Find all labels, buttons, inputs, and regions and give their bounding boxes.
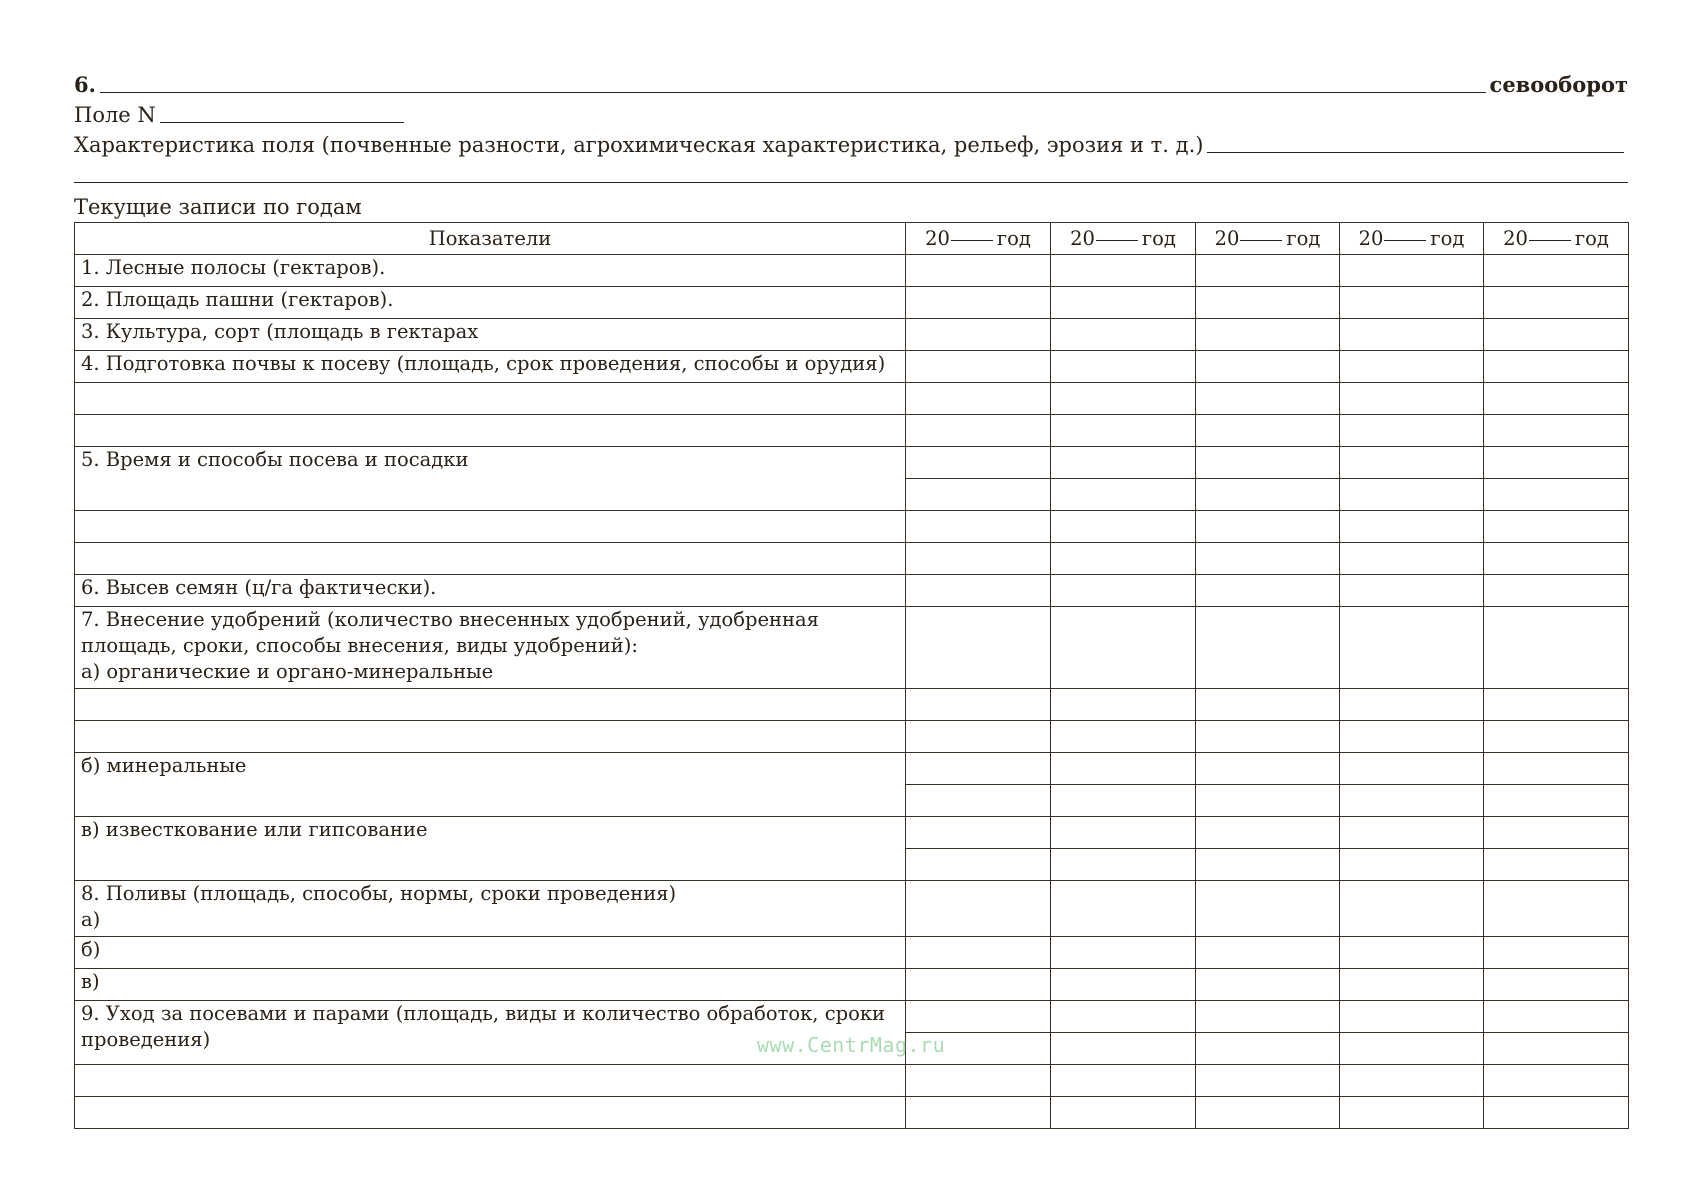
- table-cell[interactable]: [1340, 287, 1484, 319]
- table-cell[interactable]: [1340, 319, 1484, 351]
- fertilizer-heading: 7. Внесение удобрений (количество внесенных удобрений, удобренная площадь, сроки, способы внесения, виды удобрений):: [81, 608, 819, 657]
- table-cell[interactable]: [1196, 511, 1340, 543]
- table-row: [75, 1001, 1629, 1033]
- table-cell[interactable]: [1051, 351, 1196, 383]
- watermark-text: www.CentrMag.ru: [757, 1033, 946, 1057]
- table-cell[interactable]: [1196, 543, 1340, 575]
- table-cell[interactable]: [906, 689, 1051, 721]
- table-row: [75, 575, 1629, 607]
- table-cell[interactable]: [1196, 447, 1340, 479]
- table-cell[interactable]: [1196, 753, 1340, 785]
- table-cell[interactable]: [1484, 785, 1629, 817]
- year-blank[interactable]: [1096, 240, 1138, 241]
- row-label-forest-belts: 1. Лесные полосы (гектаров).: [75, 255, 906, 287]
- table-row: [75, 447, 1629, 479]
- table-cell[interactable]: [1484, 319, 1629, 351]
- table-cell[interactable]: [1340, 849, 1484, 881]
- table-cell[interactable]: [1484, 351, 1629, 383]
- table-cell[interactable]: [906, 575, 1051, 607]
- row-label-crop-variety: 3. Культура, сорт (площадь в гектарах: [75, 319, 906, 351]
- row-label-mineral: б) минеральные: [75, 753, 906, 817]
- table-cell[interactable]: [906, 319, 1051, 351]
- yearly-records-table: [74, 222, 1629, 1129]
- table-row: [75, 721, 1629, 753]
- table-cell[interactable]: [906, 607, 1051, 689]
- row-label-soil-preparation: 4. Подготовка почвы к посеву (площадь, срок проведения, способы и орудия): [75, 351, 906, 383]
- table-cell[interactable]: [906, 1001, 1051, 1033]
- table-row: [75, 817, 1629, 849]
- field-characteristic-line: [74, 130, 1628, 160]
- table-cell[interactable]: [1484, 255, 1629, 287]
- table-cell[interactable]: [1196, 607, 1340, 689]
- table-cell[interactable]: [1196, 1065, 1340, 1097]
- year-header-2: 20 год: [1051, 223, 1196, 255]
- table-cell[interactable]: [1340, 447, 1484, 479]
- year-header-4: 20 год: [1340, 223, 1484, 255]
- year-blank[interactable]: [1384, 240, 1426, 241]
- section-number: 6.: [74, 72, 96, 97]
- table-cell[interactable]: [1340, 607, 1484, 689]
- table-cell[interactable]: [1196, 479, 1340, 511]
- row-label-irrigation: [75, 881, 906, 937]
- table-cell[interactable]: [1051, 543, 1196, 575]
- records-subtitle: Текущие записи по годам: [74, 195, 362, 219]
- table-cell[interactable]: [1196, 1001, 1340, 1033]
- form-sheet: [74, 70, 1628, 1129]
- table-cell[interactable]: [1196, 1097, 1340, 1129]
- year-blank[interactable]: [951, 240, 993, 241]
- blank-label-cell[interactable]: [75, 721, 906, 753]
- table-cell[interactable]: [1196, 351, 1340, 383]
- blank-label-cell[interactable]: [75, 383, 906, 415]
- table-cell[interactable]: [1196, 849, 1340, 881]
- table-cell[interactable]: [906, 1065, 1051, 1097]
- table-cell[interactable]: [1051, 753, 1196, 785]
- table-cell[interactable]: [1051, 479, 1196, 511]
- table-cell[interactable]: [1340, 255, 1484, 287]
- table-cell[interactable]: [1484, 721, 1629, 753]
- year-blank[interactable]: [1529, 240, 1571, 241]
- row-label-fertilizer: [75, 607, 906, 689]
- year-header-1: 20 год: [906, 223, 1051, 255]
- table-cell[interactable]: [1051, 319, 1196, 351]
- table-row: [75, 689, 1629, 721]
- table-cell[interactable]: [1340, 881, 1484, 937]
- table-row: [75, 351, 1629, 383]
- table-cell[interactable]: [1051, 415, 1196, 447]
- table-row: [75, 969, 1629, 1001]
- table-cell[interactable]: [1051, 849, 1196, 881]
- table-cell[interactable]: [1340, 383, 1484, 415]
- table-cell[interactable]: [906, 511, 1051, 543]
- table-cell[interactable]: [1484, 415, 1629, 447]
- table-cell[interactable]: [1196, 255, 1340, 287]
- table-row: [75, 1065, 1629, 1097]
- irrigation-heading: 8. Поливы (площадь, способы, нормы, сроки проведения): [81, 882, 677, 905]
- table-cell[interactable]: [1340, 543, 1484, 575]
- table-cell[interactable]: [906, 543, 1051, 575]
- table-cell[interactable]: [1484, 479, 1629, 511]
- table-cell[interactable]: [1340, 1097, 1484, 1129]
- rotation-name-blank[interactable]: [100, 92, 1486, 93]
- table-cell[interactable]: [1340, 1033, 1484, 1065]
- table-row: [75, 383, 1629, 415]
- table-cell[interactable]: [1051, 1065, 1196, 1097]
- table-cell[interactable]: [1484, 1001, 1629, 1033]
- table-cell[interactable]: [906, 447, 1051, 479]
- field-number-line: [74, 100, 1628, 130]
- table-cell[interactable]: [1051, 575, 1196, 607]
- table-cell[interactable]: [1484, 511, 1629, 543]
- table-cell[interactable]: [906, 785, 1051, 817]
- row-label-arable-area: 2. Площадь пашни (гектаров).: [75, 287, 906, 319]
- table-row: [75, 287, 1629, 319]
- table-cell[interactable]: [1340, 511, 1484, 543]
- fertilizer-organic: а) органические и органо-минеральные: [81, 660, 494, 683]
- table-cell[interactable]: [1196, 969, 1340, 1001]
- table-cell[interactable]: [906, 937, 1051, 969]
- table-cell[interactable]: [906, 969, 1051, 1001]
- year-blank[interactable]: [1240, 240, 1282, 241]
- table-cell[interactable]: [1051, 881, 1196, 937]
- table-cell[interactable]: [1340, 575, 1484, 607]
- table-cell[interactable]: [906, 753, 1051, 785]
- table-cell[interactable]: [1340, 1001, 1484, 1033]
- field-characteristic-label: Характеристика поля (почвенные разности, агрохимическая характеристика, рельеф, эрозия и т. д.): [74, 133, 1204, 157]
- table-cell[interactable]: [906, 415, 1051, 447]
- table-cell[interactable]: [1340, 689, 1484, 721]
- table-cell[interactable]: [1484, 447, 1629, 479]
- table-cell[interactable]: [1196, 1033, 1340, 1065]
- table-cell[interactable]: [1196, 721, 1340, 753]
- table-row: [75, 511, 1629, 543]
- table-cell[interactable]: [906, 721, 1051, 753]
- row-label-irrigation-b: б): [75, 937, 906, 969]
- table-cell[interactable]: [1484, 969, 1629, 1001]
- table-cell[interactable]: [1196, 383, 1340, 415]
- row-label-crop-care: 9. Уход за посевами и парами (площадь, виды и количество обработок, сроки проведения): [75, 1001, 906, 1065]
- table-cell[interactable]: [906, 1097, 1051, 1129]
- table-cell[interactable]: [1051, 721, 1196, 753]
- year-header-3: 20 год: [1196, 223, 1340, 255]
- table-cell[interactable]: [906, 479, 1051, 511]
- row-label-irrigation-c: в): [75, 969, 906, 1001]
- blank-label-cell[interactable]: [75, 1097, 906, 1129]
- table-cell[interactable]: [906, 287, 1051, 319]
- row-label-sowing-time: 5. Время и способы посева и посадки: [75, 447, 906, 511]
- irrigation-a: а): [81, 908, 101, 931]
- table-cell[interactable]: [1051, 607, 1196, 689]
- table-cell[interactable]: [1484, 287, 1629, 319]
- blank-label-cell[interactable]: [75, 511, 906, 543]
- table-cell[interactable]: [1484, 607, 1629, 689]
- table-cell[interactable]: [1340, 937, 1484, 969]
- table-cell[interactable]: [1484, 1033, 1629, 1065]
- table-cell[interactable]: [906, 881, 1051, 937]
- table-cell[interactable]: [1051, 383, 1196, 415]
- rotation-line: [74, 70, 1628, 100]
- table-cell[interactable]: [1196, 937, 1340, 969]
- table-header-row: [75, 223, 1629, 255]
- table-row: [75, 937, 1629, 969]
- table-row: [75, 607, 1629, 689]
- table-cell[interactable]: [1484, 1065, 1629, 1097]
- table-cell[interactable]: [1196, 881, 1340, 937]
- table-cell[interactable]: [1340, 969, 1484, 1001]
- row-label-seeding-rate: 6. Высев семян (ц/га фактически).: [75, 575, 906, 607]
- table-cell[interactable]: [1051, 785, 1196, 817]
- table-cell[interactable]: [1196, 817, 1340, 849]
- table-cell[interactable]: [1051, 1097, 1196, 1129]
- table-row: [75, 319, 1629, 351]
- indicators-header: Показатели: [75, 223, 906, 255]
- table-cell[interactable]: [1484, 753, 1629, 785]
- table-cell[interactable]: [906, 817, 1051, 849]
- blank-label-cell[interactable]: [75, 543, 906, 575]
- table-cell[interactable]: [1340, 785, 1484, 817]
- table-cell[interactable]: [1340, 479, 1484, 511]
- table-cell[interactable]: [1196, 415, 1340, 447]
- table-cell[interactable]: [1196, 785, 1340, 817]
- table-cell[interactable]: [1340, 721, 1484, 753]
- table-cell[interactable]: [1051, 255, 1196, 287]
- table-cell[interactable]: [906, 351, 1051, 383]
- field-characteristic-blank[interactable]: [1207, 152, 1624, 153]
- table-cell[interactable]: [1484, 817, 1629, 849]
- table-cell[interactable]: [1484, 849, 1629, 881]
- field-characteristic-continuation-blank[interactable]: [74, 182, 1628, 183]
- field-number-label: Поле N: [74, 103, 156, 127]
- table-cell[interactable]: [1196, 319, 1340, 351]
- table-cell[interactable]: [1340, 415, 1484, 447]
- table-cell[interactable]: [1196, 287, 1340, 319]
- table-cell[interactable]: [1051, 817, 1196, 849]
- table-cell[interactable]: [1484, 881, 1629, 937]
- table-cell[interactable]: [1340, 1065, 1484, 1097]
- blank-label-cell[interactable]: [75, 415, 906, 447]
- table-row: [75, 415, 1629, 447]
- row-label-liming: в) известкование или гипсование: [75, 817, 906, 881]
- table-cell[interactable]: [1051, 1033, 1196, 1065]
- table-cell[interactable]: [1484, 383, 1629, 415]
- table-cell[interactable]: [1484, 543, 1629, 575]
- table-cell[interactable]: [1051, 969, 1196, 1001]
- table-cell[interactable]: [1196, 689, 1340, 721]
- table-cell[interactable]: [1051, 447, 1196, 479]
- table-cell[interactable]: [906, 849, 1051, 881]
- table-row: [75, 881, 1629, 937]
- table-cell[interactable]: [1340, 817, 1484, 849]
- field-number-blank[interactable]: [160, 122, 404, 123]
- table-cell[interactable]: [1051, 689, 1196, 721]
- table-cell[interactable]: [1484, 1097, 1629, 1129]
- table-row: [75, 753, 1629, 785]
- table-cell[interactable]: [1484, 937, 1629, 969]
- table-row: [75, 1097, 1629, 1129]
- blank-label-cell[interactable]: [75, 689, 906, 721]
- table-cell[interactable]: [1340, 351, 1484, 383]
- blank-label-cell[interactable]: [75, 1065, 906, 1097]
- table-cell[interactable]: [906, 255, 1051, 287]
- table-cell[interactable]: [1340, 753, 1484, 785]
- table-cell[interactable]: [1484, 689, 1629, 721]
- rotation-label: севооборот: [1489, 72, 1628, 97]
- table-cell[interactable]: [906, 383, 1051, 415]
- year-header-5: 20 год: [1484, 223, 1629, 255]
- table-cell[interactable]: [1051, 287, 1196, 319]
- table-cell[interactable]: [1196, 575, 1340, 607]
- table-cell[interactable]: [1051, 937, 1196, 969]
- table-row: [75, 543, 1629, 575]
- table-cell[interactable]: [1484, 575, 1629, 607]
- table-cell[interactable]: [1051, 511, 1196, 543]
- table-row: [75, 255, 1629, 287]
- table-cell[interactable]: [1051, 1001, 1196, 1033]
